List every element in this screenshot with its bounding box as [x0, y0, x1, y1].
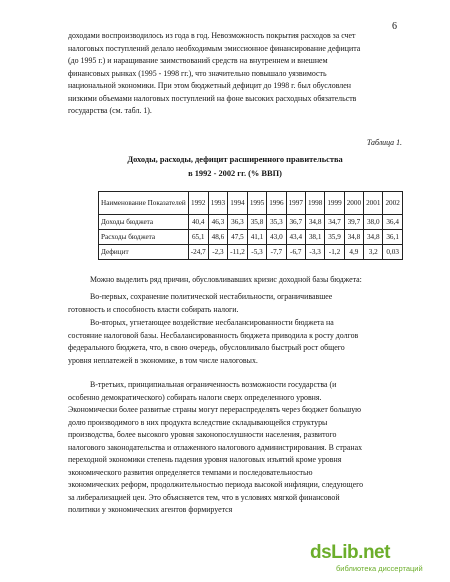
year-header: 2002 [383, 192, 402, 215]
paragraph-intro: доходами воспроизводилось из года в год. Невозможность покрытия расходов за счет налоговых поступлений делало необходимым эмиссионное финансирование дефицита (до 1995 г.) и наращивание заимствований средств на внутреннем и внешнем финансовых рынках (1995 - 1998 гг.), что значительно повышало уязвимость национальной экономики. При этом бюджетный дефицит до 1998 г. был обусловлен низкими объемами налоговых поступлений на фоне высоких расходных обязательств государства (см. табл. 1). [68, 31, 361, 115]
table-cell: 34,8 [305, 215, 324, 230]
table-cell: 48,6 [208, 230, 227, 245]
table-cell: 4,9 [344, 245, 363, 260]
year-header: 1992 [188, 192, 208, 215]
table-cell: 47,5 [228, 230, 248, 245]
table-cell: 36,7 [286, 215, 305, 230]
paragraph-reasons: Можно выделить ряд причин, обусловливавших кризис доходной базы бюджета: [90, 275, 362, 284]
table-cell: -2,3 [208, 245, 227, 260]
page-number: 6 [392, 21, 397, 32]
table-cell: -1,2 [325, 245, 344, 260]
year-header: 1996 [267, 192, 286, 215]
table-cell: -7,7 [267, 245, 286, 260]
table-cell: 0,03 [383, 245, 402, 260]
table-cell: -5,3 [247, 245, 266, 260]
table-cell: 36,3 [228, 215, 248, 230]
paragraph-first: Во-первых, сохранение политической нестабильности, ограничивавшее готовность и способность власти собирать налоги. [68, 292, 333, 314]
year-header: 2001 [364, 192, 383, 215]
table-subtitle: в 1992 - 2002 гг. (% ВВП) [188, 169, 282, 178]
table-cell: 39,7 [344, 215, 363, 230]
table-cell: 38,0 [364, 215, 383, 230]
year-header: 1997 [286, 192, 305, 215]
year-header: 1993 [208, 192, 227, 215]
table-cell: 3,2 [364, 245, 383, 260]
table-row [99, 245, 403, 260]
table-row [99, 215, 403, 230]
table-cell: 35,3 [267, 215, 286, 230]
table-cell: -3,3 [305, 245, 324, 260]
table-cell: 35,8 [247, 215, 266, 230]
row-label: Расходы бюджета [99, 230, 189, 245]
watermark-logo: dsLib.net [310, 542, 390, 563]
table-header-label: Наименование Показателей [99, 192, 189, 215]
table-label: Таблица 1. [366, 138, 402, 147]
table-cell: 43,4 [286, 230, 305, 245]
year-header: 2000 [344, 192, 363, 215]
watermark-subtitle: библиотека диссертаций [336, 564, 423, 573]
table-cell: 34,8 [344, 230, 363, 245]
table-cell: 65,1 [188, 230, 208, 245]
table-cell: 43,0 [267, 230, 286, 245]
row-label: Дефицит [99, 245, 189, 260]
table-cell: 36,4 [383, 215, 402, 230]
year-header: 1994 [228, 192, 248, 215]
paragraph-second: Во-вторых, угнетающее воздействие несбалансированности бюджета на состояние налоговой базы. Несбалансированность бюджета приводила к росту долгов федерального бюджета, что, в свою очередь, обусловливало быстрый рост общего уровня неплатежей в экономике, в том числе налоговых. [68, 318, 359, 365]
table-row [99, 230, 403, 245]
dslib-watermark [310, 542, 440, 574]
table-cell: 38,1 [305, 230, 324, 245]
table-cell: -24,7 [188, 245, 208, 260]
table-cell: 41,1 [247, 230, 266, 245]
table-cell: 34,7 [325, 215, 344, 230]
paragraph-third: В-третьих, принципиальная ограниченность возможности государства (и особенно демократического) собирать налоги сверх определенного уровня. Экономически более развитые страны могут перераспределять через бюджет большую долю производимого в них продукта вследствие складывающейся структуры производства, более высокого уровня законопослушности населения, развитого налогового законодательства и отлаженного налогового администрирования. В странах переходной экономики степень падения уровня налоговых изъятий кроме уровня экономического развития определяется темпами и последовательностью экономических реформ, продолжительностью периода высокой инфляции, следующего за либерализацией цен. Это объясняется тем, что в условиях мягкой финансовой политики у экономических агентов формируется [68, 380, 364, 514]
table-cell: 40,4 [188, 215, 208, 230]
table-cell: -11,2 [228, 245, 248, 260]
table-cell: 34,8 [364, 230, 383, 245]
row-label: Доходы бюджета [99, 215, 189, 230]
year-header: 1995 [247, 192, 266, 215]
table-cell: 35,9 [325, 230, 344, 245]
table-header-row [99, 192, 403, 215]
year-header: 1999 [325, 192, 344, 215]
table-title: Доходы, расходы, дефицит расширенного правительства [127, 155, 343, 164]
table-cell: 36,1 [383, 230, 402, 245]
table-cell: 46,3 [208, 215, 227, 230]
year-header: 1998 [305, 192, 324, 215]
table-cell: -6,7 [286, 245, 305, 260]
budget-table [98, 191, 403, 260]
